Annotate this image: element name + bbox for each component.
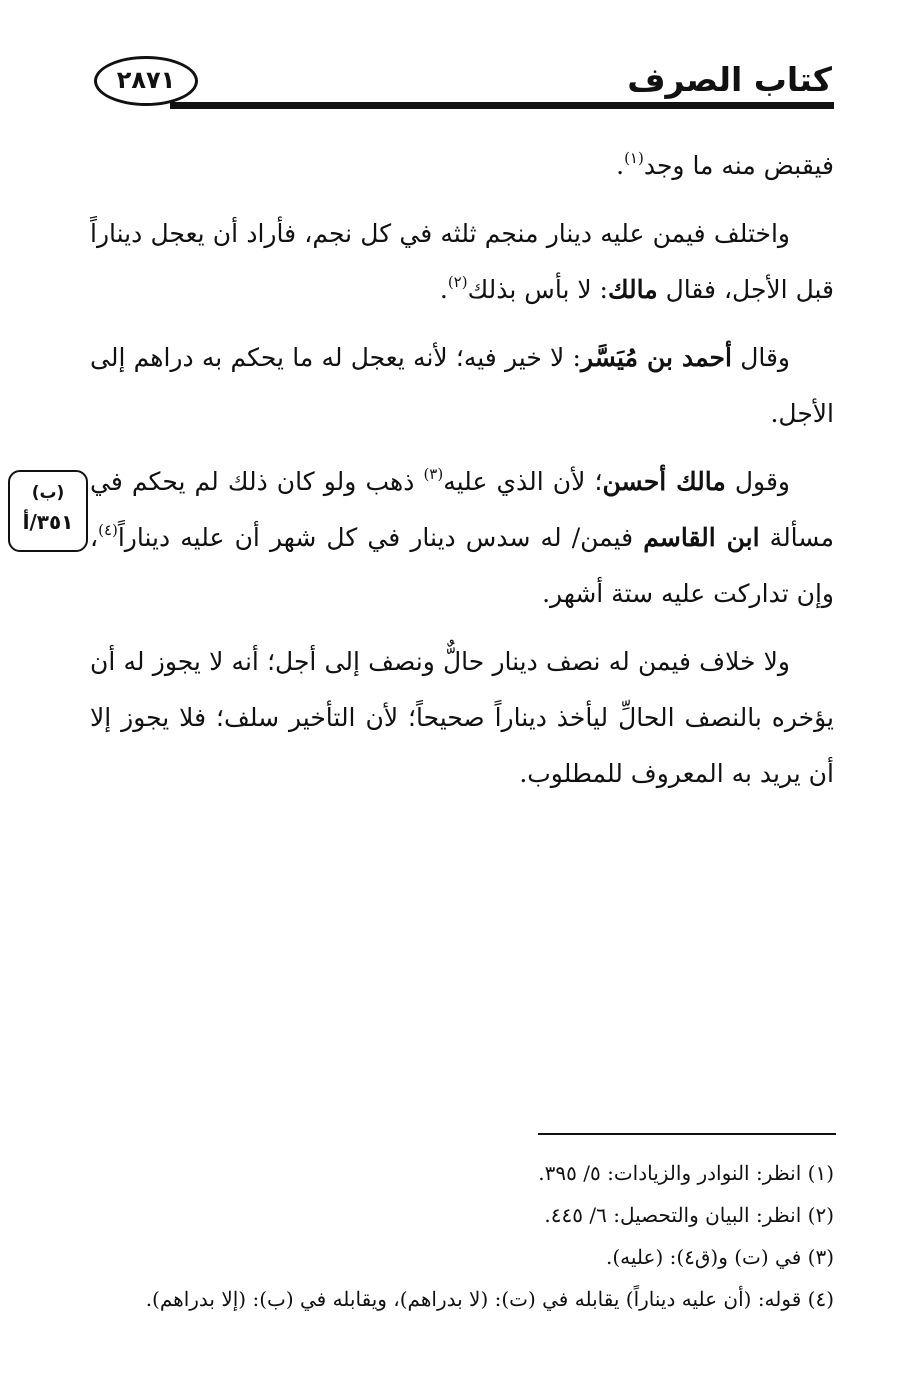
- p1-end: .: [616, 151, 625, 180]
- margin-manuscript-reference: [8, 470, 88, 552]
- paragraph-2: [90, 206, 834, 318]
- p5-text: ولا خلاف فيمن له نصف دينار حالٌّ ونصف إلى أجل؛ أنه لا يجوز له أن يؤخره بالنصف الحالِّ ليأخذ ديناراً صحيحاً؛ لأن التأخير سلف؛ فلا يجوز إلا أن يريد به المعروف للمطلوب.: [90, 647, 834, 788]
- margin-folio-number: ٣٥١/أ: [22, 510, 74, 534]
- paragraph-5: [90, 634, 834, 802]
- paragraph-1: [90, 138, 834, 194]
- p4-text-d: فيمن/ له سدس دينار في كل شهر أن عليه ديناراً: [117, 523, 644, 552]
- p4-name-ibn-alqasim: ابن القاسم: [643, 523, 760, 552]
- margin-manuscript-siglum: (ب): [31, 483, 65, 503]
- p2-name-malik: مالك: [607, 275, 658, 304]
- p4-text-b: ؛ لأن الذي عليه: [443, 467, 603, 496]
- footnote-ref-2: (٢): [447, 273, 468, 291]
- p2-text-a: واختلف فيمن عليه دينار منجم ثلثه في كل نجم، فأراد أن يعجل ديناراً قبل الأجل، فقال: [90, 219, 834, 304]
- footnotes: [90, 1152, 834, 1320]
- p2-end: .: [439, 275, 448, 304]
- header-rule: [170, 102, 834, 109]
- footnote-4: (٤) قوله: (أن عليه ديناراً) يقابله في (ت): (لا بدراهم)، ويقابله في (ب): (إلا بدراهم).: [145, 1287, 834, 1311]
- page-number-oval: [94, 56, 198, 106]
- footnote-1: (١) انظر: النوادر والزيادات: ٥/ ٣٩٥.: [538, 1161, 834, 1185]
- p1-text: فيقبض منه ما وجد: [643, 151, 834, 180]
- p2-text-b: : لا بأس بذلك: [467, 275, 608, 304]
- footnote-ref-4: (٤): [98, 521, 118, 539]
- footnote-3: (٣) في (ت) و(ق٤): (عليه).: [605, 1245, 834, 1269]
- p4-name-malik: مالك أحسن: [602, 467, 726, 496]
- page-number: ٢٨٧١: [116, 66, 176, 94]
- running-header-title: كتاب الصرف: [627, 60, 832, 99]
- p4-text-a: وقول: [725, 467, 790, 496]
- paragraph-4: [90, 454, 834, 622]
- p4-text-c: ذهب ولو كان ذلك لم يحكم في مسألة: [90, 467, 834, 552]
- p3-text-a: وقال: [731, 343, 790, 372]
- paragraph-3: [90, 330, 834, 442]
- footnote-ref-1: (١): [624, 149, 644, 167]
- p3-text-b: : لا خير فيه؛ لأنه يعجل له ما يحكم به دراهم إلى الأجل.: [90, 343, 834, 428]
- footnote-separator: [538, 1133, 836, 1135]
- footnote-ref-3: (٣): [423, 465, 444, 483]
- footnote-2: (٢) انظر: البيان والتحصيل: ٦/ ٤٤٥.: [544, 1203, 834, 1227]
- main-text: [90, 138, 834, 814]
- p4-text-e: ، وإن تداركت عليه ستة أشهر.: [90, 523, 834, 608]
- p3-name-ahmad: أحمد بن مُيَسَّر: [580, 343, 732, 372]
